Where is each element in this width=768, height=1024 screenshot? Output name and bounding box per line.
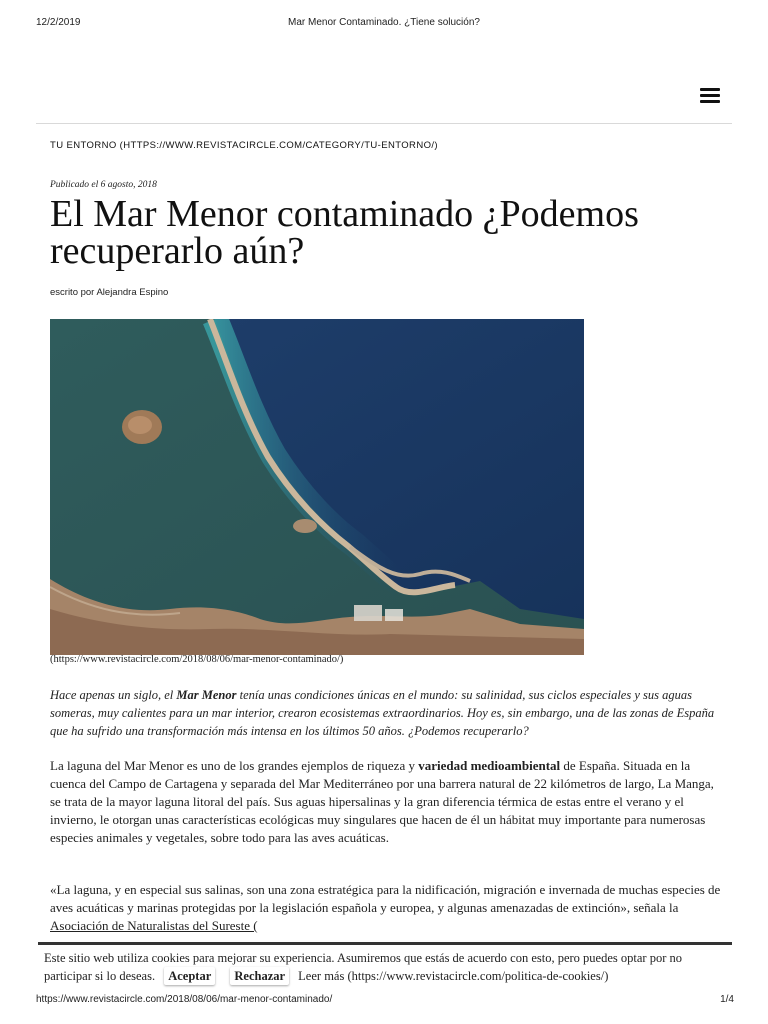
image-source-link[interactable]: (https://www.revistacircle.com/2018/08/06/mar-menor-contaminado/) bbox=[50, 654, 344, 665]
print-footer bbox=[0, 994, 768, 1008]
naturalistas-link[interactable]: Asociación de Naturalistas del Sureste ( bbox=[50, 918, 258, 933]
hero-image-mar-menor[interactable] bbox=[50, 319, 584, 655]
mar-menor-link[interactable]: Mar Menor bbox=[176, 688, 237, 702]
article-paragraph-2 bbox=[50, 881, 722, 935]
cookie-text: Este sitio web utiliza cookies para mejorar su experiencia. Asumiremos que estás de acuerdo con esto, pero puedes optar por no participar si lo deseas. bbox=[44, 951, 682, 983]
intro-text-cont: tenía unas condiciones únicas en el mundo: su salinidad, sus ciclos especiales y sus aguas someras, muy calientes para un mar interior, crearon ecosistemas extraordinarios. Hoy es, sin embargo, una de las zonas de España que ha sufrido una transformación más intensa en los últimos 50 años. ¿Podemos recuperarlo? bbox=[50, 688, 715, 738]
article-title: El Mar Menor contaminado ¿Podemos recuperarlo aún? bbox=[50, 193, 639, 272]
published-date: Publicado el 6 agosto, 2018 bbox=[50, 180, 157, 190]
hamburger-menu-icon[interactable] bbox=[700, 88, 720, 104]
print-url: https://www.revistacircle.com/2018/08/06/mar-menor-contaminado/ bbox=[36, 994, 333, 1005]
p1-bold-text: variedad medioambiental bbox=[418, 758, 561, 773]
print-header bbox=[0, 17, 768, 31]
article-byline: escrito por Alejandra Espino bbox=[50, 287, 169, 298]
article-paragraph-1 bbox=[50, 757, 722, 847]
p1-text: La laguna del Mar Menor es uno de los grandes ejemplos de riqueza y bbox=[50, 758, 419, 773]
cookie-policy-link[interactable]: Leer más (https://www.revistacircle.com/politica-de-cookies/) bbox=[298, 969, 609, 983]
print-page-number: 1/4 bbox=[720, 994, 734, 1005]
header-divider bbox=[36, 123, 732, 124]
cookie-consent-bar bbox=[38, 942, 732, 988]
accept-cookies-button[interactable]: Aceptar bbox=[164, 967, 215, 985]
p1-text-cont: de España. Situada en la cuenca del Campo de Cartagena y separada del Mar Mediterráneo por una barrera natural de 22 kilómetros de largo, La Manga, se trata de la mayor laguna litoral del país. Sus aguas hipersalinas y la gran diferencia térmica de estas entre el verano y el invierno, le otorgan unas características ecológicas muy singulares que hacen de él un hábitat muy importante para numerosas especies animales y vegetales, sobre todo para las aves acuáticas. bbox=[50, 758, 714, 845]
print-date: 12/2/2019 bbox=[36, 17, 81, 28]
intro-text: Hace apenas un siglo, el bbox=[50, 688, 177, 702]
category-link[interactable]: TU ENTORNO (HTTPS://WWW.REVISTACIRCLE.COM/CATEGORY/TU-ENTORNO/) bbox=[50, 140, 438, 151]
p2-text: «La laguna, y en especial sus salinas, son una zona estratégica para la nidificación, migración e invernada de muchas especies de aves acuáticas y marinas protegidas por la legislación española y europea, y algunas amenazadas de extinción», señala la bbox=[50, 882, 721, 915]
print-doc-title: Mar Menor Contaminado. ¿Tiene solución? bbox=[288, 17, 480, 28]
article-intro bbox=[50, 686, 722, 740]
reject-cookies-button[interactable]: Rechazar bbox=[230, 967, 289, 985]
